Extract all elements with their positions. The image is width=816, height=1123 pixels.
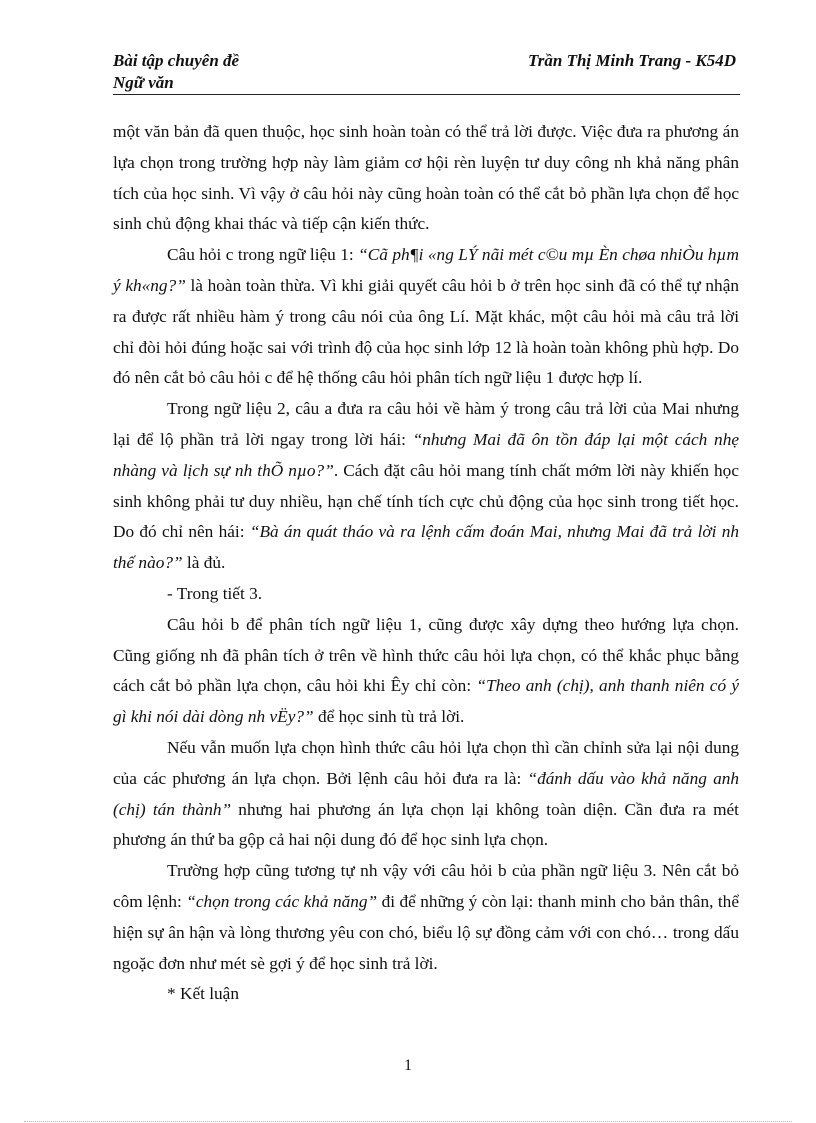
text-run: - Trong tiết 3.	[167, 583, 263, 603]
text-run: để học sinh tù trả lời.	[313, 707, 465, 727]
text-run: nhưng hai phương án lựa chọn lại không toàn diện. Cần đưa ra mét phương án thứ ba gộp cả hai nội dung đó để học sinh lựa chọn.	[113, 799, 739, 850]
page-bottom-divider	[24, 1121, 792, 1122]
quoted-text: “đánh dấu vào khả năng anh (chị) tán thành”	[113, 768, 739, 819]
text-run: Câu hỏi b để phân tích ngữ liệu 1, cũng được xây dựng theo hướng lựa chọn. Cũng giống nh đã phân tích ở trên về hình thức câu hỏi lựa chọn, có thể khắc phục bằng cách cắt bỏ phần lựa chọn, câu hỏi khi Êy chỉ còn:	[113, 614, 739, 696]
text-run: Trong ngữ liệu 2, câu a đưa ra câu hỏi về hàm ý trong câu trả lời của Mai nhưng lại để lộ phần trả lời ngay trong lời hái:	[113, 399, 739, 449]
paragraph	[113, 856, 739, 979]
header-course-title	[113, 50, 239, 94]
text-run: * Kết luận	[167, 984, 239, 1004]
page-header	[113, 50, 740, 95]
text-run: Trường hợp cũng tương tự nh vậy với câu hỏi b của phần ngữ liệu 3. Nên cắt bỏ côm lệnh:	[113, 861, 739, 911]
text-run: . Cách đặt câu hỏi mang tính chất mớm lời này khiến học sinh không phải tư duy nhiều, hạn chế tính tích cực chủ động của học sinh trong tiết học. Do đó chỉ nên hái:	[113, 460, 739, 542]
paragraph	[113, 979, 739, 1010]
document-body	[113, 117, 739, 1010]
text-run: Nếu vẫn muốn lựa chọn hình thức câu hỏi lựa chọn thì cần chỉnh sửa lại nội dung của các phương án lựa chọn. Bởi lệnh câu hỏi đưa ra là:	[113, 737, 739, 788]
paragraph	[113, 579, 739, 610]
text-run: là đủ.	[182, 553, 226, 573]
text-run: là hoàn toàn thừa. Vì khi giải quyết câu hỏi b ở trên học sinh đã có thể tự nhận ra được rất nhiều hàm ý trong câu nói của ông Lí. Mặt khác, một câu hỏi mà câu trả lời chỉ đòi hỏi đúng hoặc sai với trình độ của học sinh lớp 12 là hoàn toàn không phù hợp. Do đó nên cắt bỏ câu hỏi c để hệ thống câu hỏi phân tích ngữ liệu 1 được hợp lí.	[113, 275, 740, 388]
text-run: một văn bản đã quen thuộc, học sinh hoàn toàn có thể trả lời được. Việc đưa ra phương án lựa chọn trong trường hợp này làm giảm cơ hội rèn luyện tư duy công nh khả năng phân tích của học sinh. Vì vậy ở câu hỏi này cũng hoàn toàn có thể cắt bỏ phần lựa chọn để học sinh chủ động khai thác và tiếp cận kiến thức.	[113, 122, 739, 234]
text-run: Câu hỏi c trong ngữ liệu 1:	[167, 245, 359, 265]
quoted-text: “Cã ph¶i «ng LÝ nãi mét c©u mµ Èn chøa nhiÒu hµm ý kh«ng?”	[113, 245, 739, 295]
paragraph	[113, 733, 739, 856]
paragraph	[113, 394, 739, 579]
text-run: đi để những ý còn lại: thanh minh cho bản thân, thể hiện sự ân hận và lòng thương yêu con chó, biểu lộ sự đồng cảm với con chó… trong dấu ngoặc đơn như mét sè gợi ý để học sinh trả lời.	[113, 891, 739, 973]
paragraph	[113, 117, 739, 240]
paragraph	[113, 610, 739, 733]
page-number: 1	[404, 1057, 412, 1074]
header-course-line1: Bài tập chuyên đề	[113, 51, 240, 70]
header-course-line2: Ngữ văn	[113, 73, 174, 92]
paragraph	[113, 240, 739, 394]
quoted-text: “Theo anh (chị), anh thanh niên có ý gì khi nói dài dòng nh vËy?”	[113, 676, 739, 727]
header-author: Trần Thị Minh Trang - K54D	[528, 51, 736, 70]
quoted-text: “Bà án quát tháo và ra lệnh cấm đoán Mai, nhưng Mai đã trả lời nh thế nào?”	[113, 522, 739, 573]
quoted-text: “nhưng Mai đã ôn tồn đáp lại một cách nhẹ nhàng và lịch sự nh thÕ nµo?”	[113, 429, 740, 480]
quoted-text: “chọn trong các khả năng”	[186, 891, 378, 911]
